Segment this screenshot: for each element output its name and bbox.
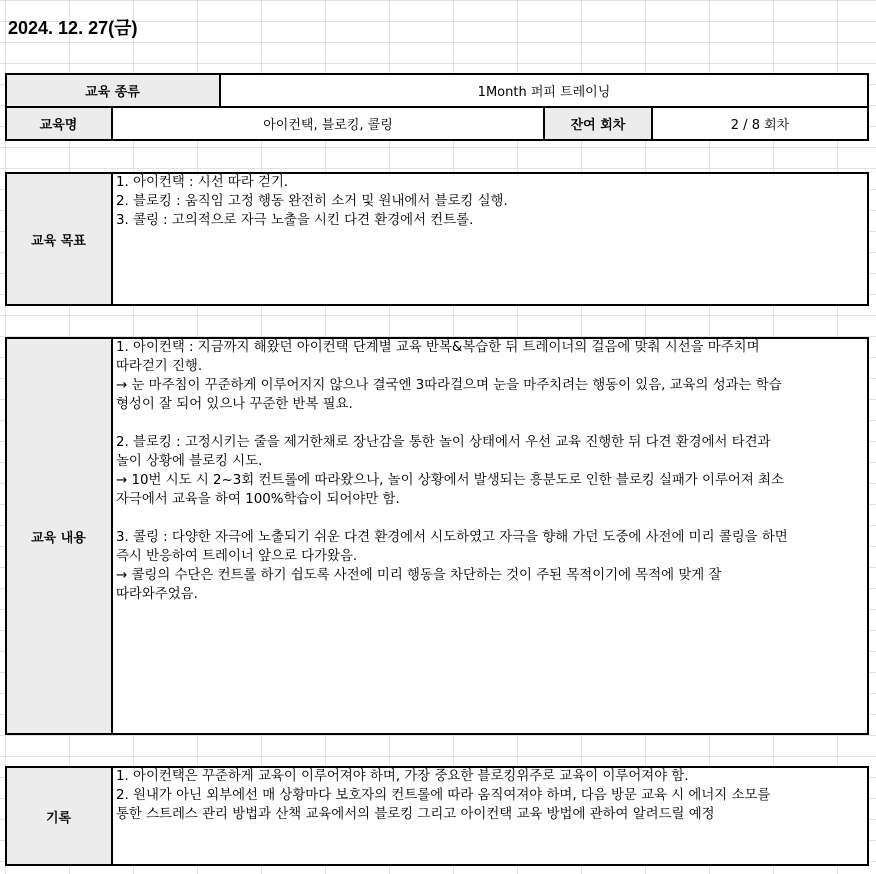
goal-line: 3. 콜링 : 고의적으로 자극 노출을 시킨 다견 환경에서 컨트롤.	[116, 213, 474, 228]
education-name-value: 아이컨택, 블로킹, 콜링	[112, 107, 544, 140]
content-line	[116, 509, 868, 528]
remaining-sessions-value: 2 / 8 회차	[652, 107, 868, 140]
education-type-value: 1Month 퍼피 트레이닝	[220, 74, 868, 107]
goal-label: 교육 목표	[5, 173, 112, 305]
goal-text	[112, 173, 868, 305]
content-line: 형성이 잘 되어 있으나 꾸준한 반복 필요.	[116, 397, 353, 412]
content-line	[116, 414, 868, 433]
content-line: 3. 콜링 : 다양한 자극에 노출되기 쉬운 다견 환경에서 시도하였고 자극을 향해 가던 도중에 사전에 미리 콜링을 하면	[116, 530, 788, 545]
record-text	[112, 767, 868, 865]
record-line: 통한 스트레스 관리 방법과 산책 교육에서의 블로킹 그리고 아이컨택 교육 방법에 관하여 알려드릴 예정	[116, 807, 715, 822]
remaining-sessions-label: 잔여 회차	[544, 107, 652, 140]
goal-line: 2. 블로킹 : 움직임 고정 행동 완전히 소거 및 원내에서 블로킹 실행.	[116, 194, 508, 209]
goal-line: 1. 아이컨택 : 시선 따라 걷기.	[116, 175, 289, 190]
education-type-label: 교육 종류	[5, 74, 220, 107]
content-line: 따라와주었음.	[116, 587, 198, 602]
content-line: → 10번 시도 시 2~3회 컨트롤에 따라왔으나, 놀이 상황에서 발생되는 흥분도로 인한 블로킹 실패가 이루어져 최소	[116, 473, 784, 488]
content-line: → 콜링의 수단은 컨트롤 하기 쉽도록 사전에 미리 행동을 차단하는 것이 주된 목적이기에 목적에 맞게 잘	[116, 568, 722, 583]
content-line: 즉시 반응하여 트레이너 앞으로 다가왔음.	[116, 549, 358, 564]
report-date: 2024. 12. 27(금)	[8, 18, 138, 38]
content-line: 놀이 상황에 블로킹 시도.	[116, 454, 263, 469]
content-line: 따라걷기 진행.	[116, 359, 203, 374]
record-line: 1. 아이컨택은 꾸준하게 교육이 이루어져야 하며, 가장 중요한 블로킹위주로 교육이 이루어져야 함.	[116, 769, 689, 784]
record-label: 기록	[5, 767, 112, 865]
record-line: 2. 원내가 아닌 외부에선 매 상황마다 보호자의 컨트롤에 따라 움직여져야 하며, 다음 방문 교육 시 에너지 소모를	[116, 788, 771, 803]
content-line: 2. 블로킹 : 고정시키는 줄을 제거한채로 장난감을 통한 놀이 상태에서 우선 교육 진행한 뒤 다견 환경에서 타견과	[116, 435, 771, 450]
content-label: 교육 내용	[5, 338, 112, 734]
content-line: → 눈 마주침이 꾸준하게 이루어지지 않으나 결국엔 3따라걸으며 눈을 마주치려는 행동이 있음, 교육의 성과는 학습	[116, 378, 782, 393]
content-line: 자극에서 교육을 하여 100%학습이 되어야만 함.	[116, 492, 400, 507]
education-name-label: 교육명	[5, 107, 112, 140]
content-line: 1. 아이컨택 : 지금까지 해왔던 아이컨택 단계별 교육 반복&복습한 뒤 트레이너의 걸음에 맞춰 시선을 마주치며	[116, 340, 760, 355]
content-text	[112, 338, 868, 734]
